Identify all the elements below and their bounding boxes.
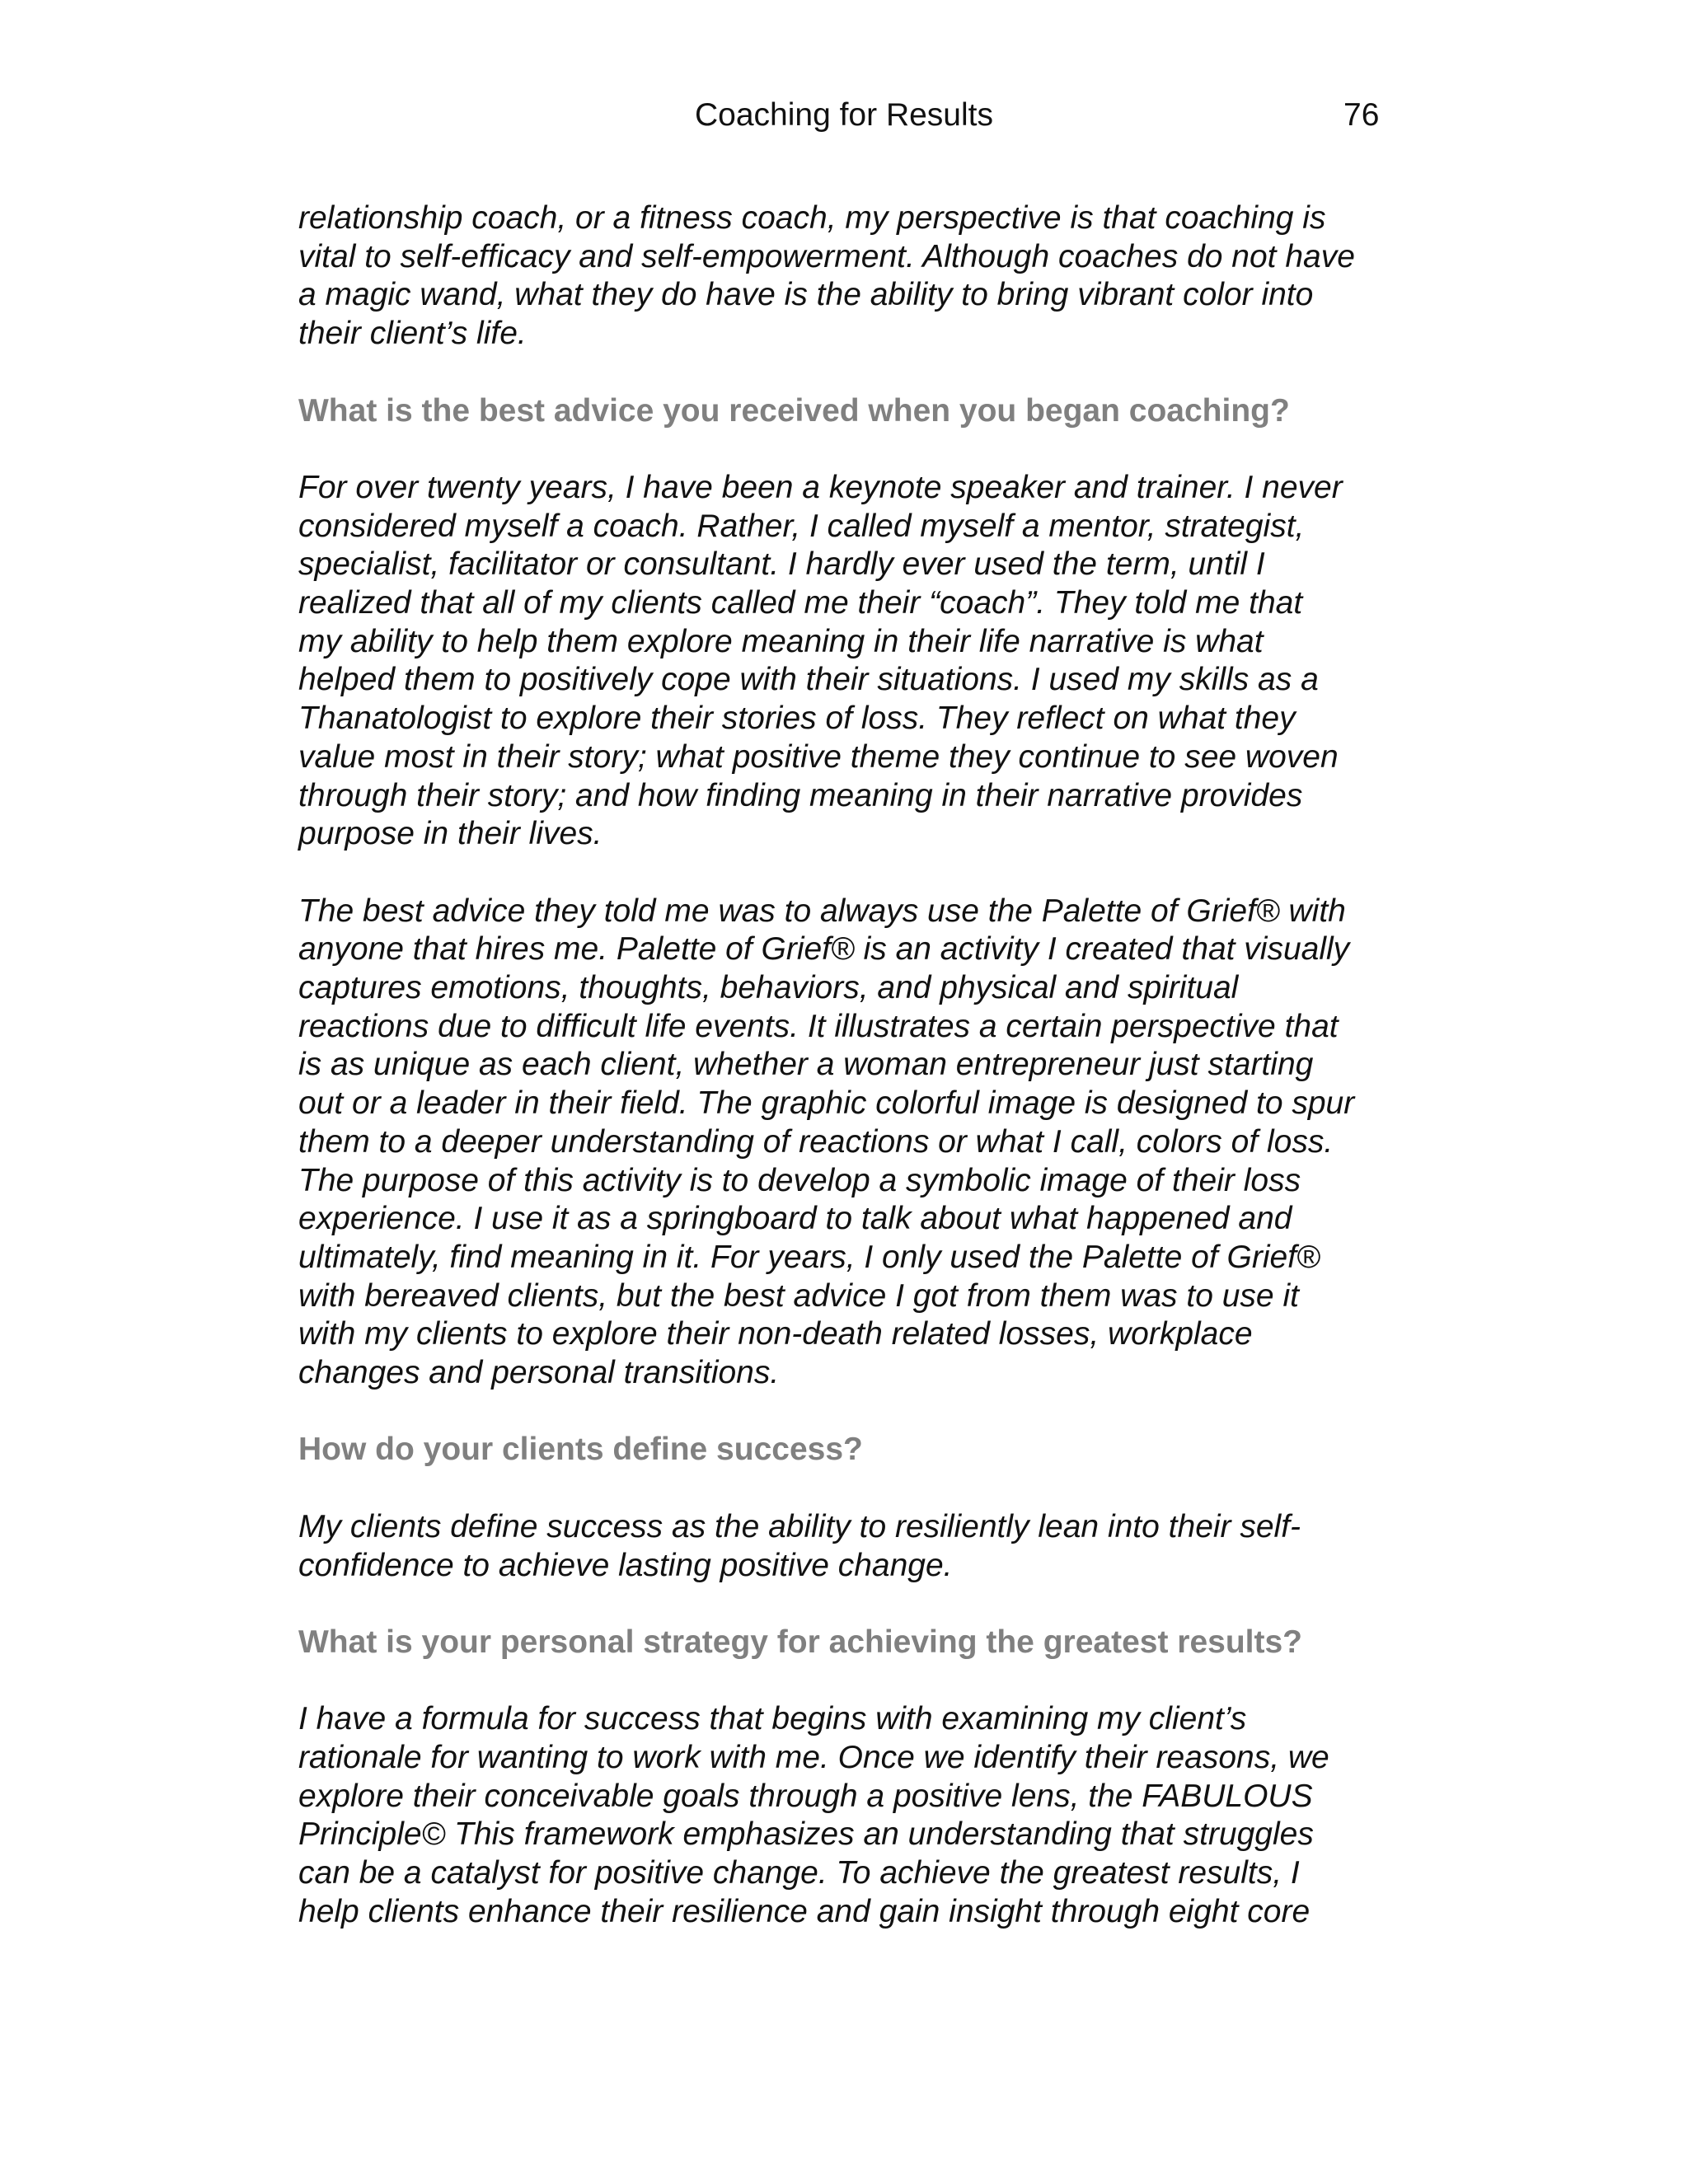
paragraph-palette-of-grief: The best advice they told me was to always use the Palette of Grief® with anyone that hires me. Palette of Grief® is an activity I created that visually captures emotions, thoughts, behaviors, and physical and spiritual reactions due to difficult life events. It illustrates a certain perspective that is as unique as each client, whether a woman entrepreneur just starting out or a leader in their field. The graphic colorful image is designed to spur them to a deeper understanding of reactions or what I call, colors of loss. The purpose of this activity is to develop a symbolic image of their loss experience. I use it as a springboard to talk about what happened and ultimately, find meaning in it. For years, I only used the Palette of Grief® with bereaved clients, but the best advice I got from them was to use it with my clients to explore their non-death related losses, workplace changes and personal transitions. [298, 893, 1355, 1391]
running-header [0, 97, 1688, 140]
paragraph-formula-for-success: I have a formula for success that begins with examining my client’s rationale for wanting to work with me. Once we identify their reasons, we explore their conceivable goals through a positive lens, the FABULOUS Principle© This framework emphasizes an understanding that struggles can be a catalyst for positive change. To achieve the greatest results, I help clients enhance their resilience and gain insight through eight core [298, 1701, 1329, 1929]
paragraph-success-definition: My clients define success as the ability to resiliently lean into their self- confidence to achieve lasting positive change. [298, 1508, 1301, 1583]
running-title: Coaching for Results [694, 97, 993, 133]
question-define-success: How do your clients define success? [298, 1432, 863, 1468]
page-number: 76 [1343, 97, 1380, 133]
question-best-advice: What is the best advice you received when you began coaching? [298, 392, 1290, 429]
question-personal-strategy: What is your personal strategy for achieving the greatest results? [298, 1624, 1302, 1660]
paragraph-coaching-perspective: relationship coach, or a fitness coach, my perspective is that coaching is vital to self-efficacy and self-empowerment. Although coaches do not have a magic wand, what they do have is the ability to bring vibrant color into their client’s life. [298, 200, 1355, 352]
body-text [298, 199, 1403, 1970]
paragraph-keynote-speaker: For over twenty years, I have been a keynote speaker and trainer. I never considered myself a coach. Rather, I called myself a mentor, strategist, specialist, facilitator or consultant. I hardly ever used the term, until I realized that all of my clients called me their “coach”. They told me that my ability to help them explore meaning in their life narrative is what helped them to positively cope with their situations. I used my skills as a Thanatologist to explore their stories of loss. They reflect on what they value most in their story; what positive theme they continue to see woven through their story; and how finding meaning in their narrative provides purpose in their lives. [298, 469, 1343, 852]
